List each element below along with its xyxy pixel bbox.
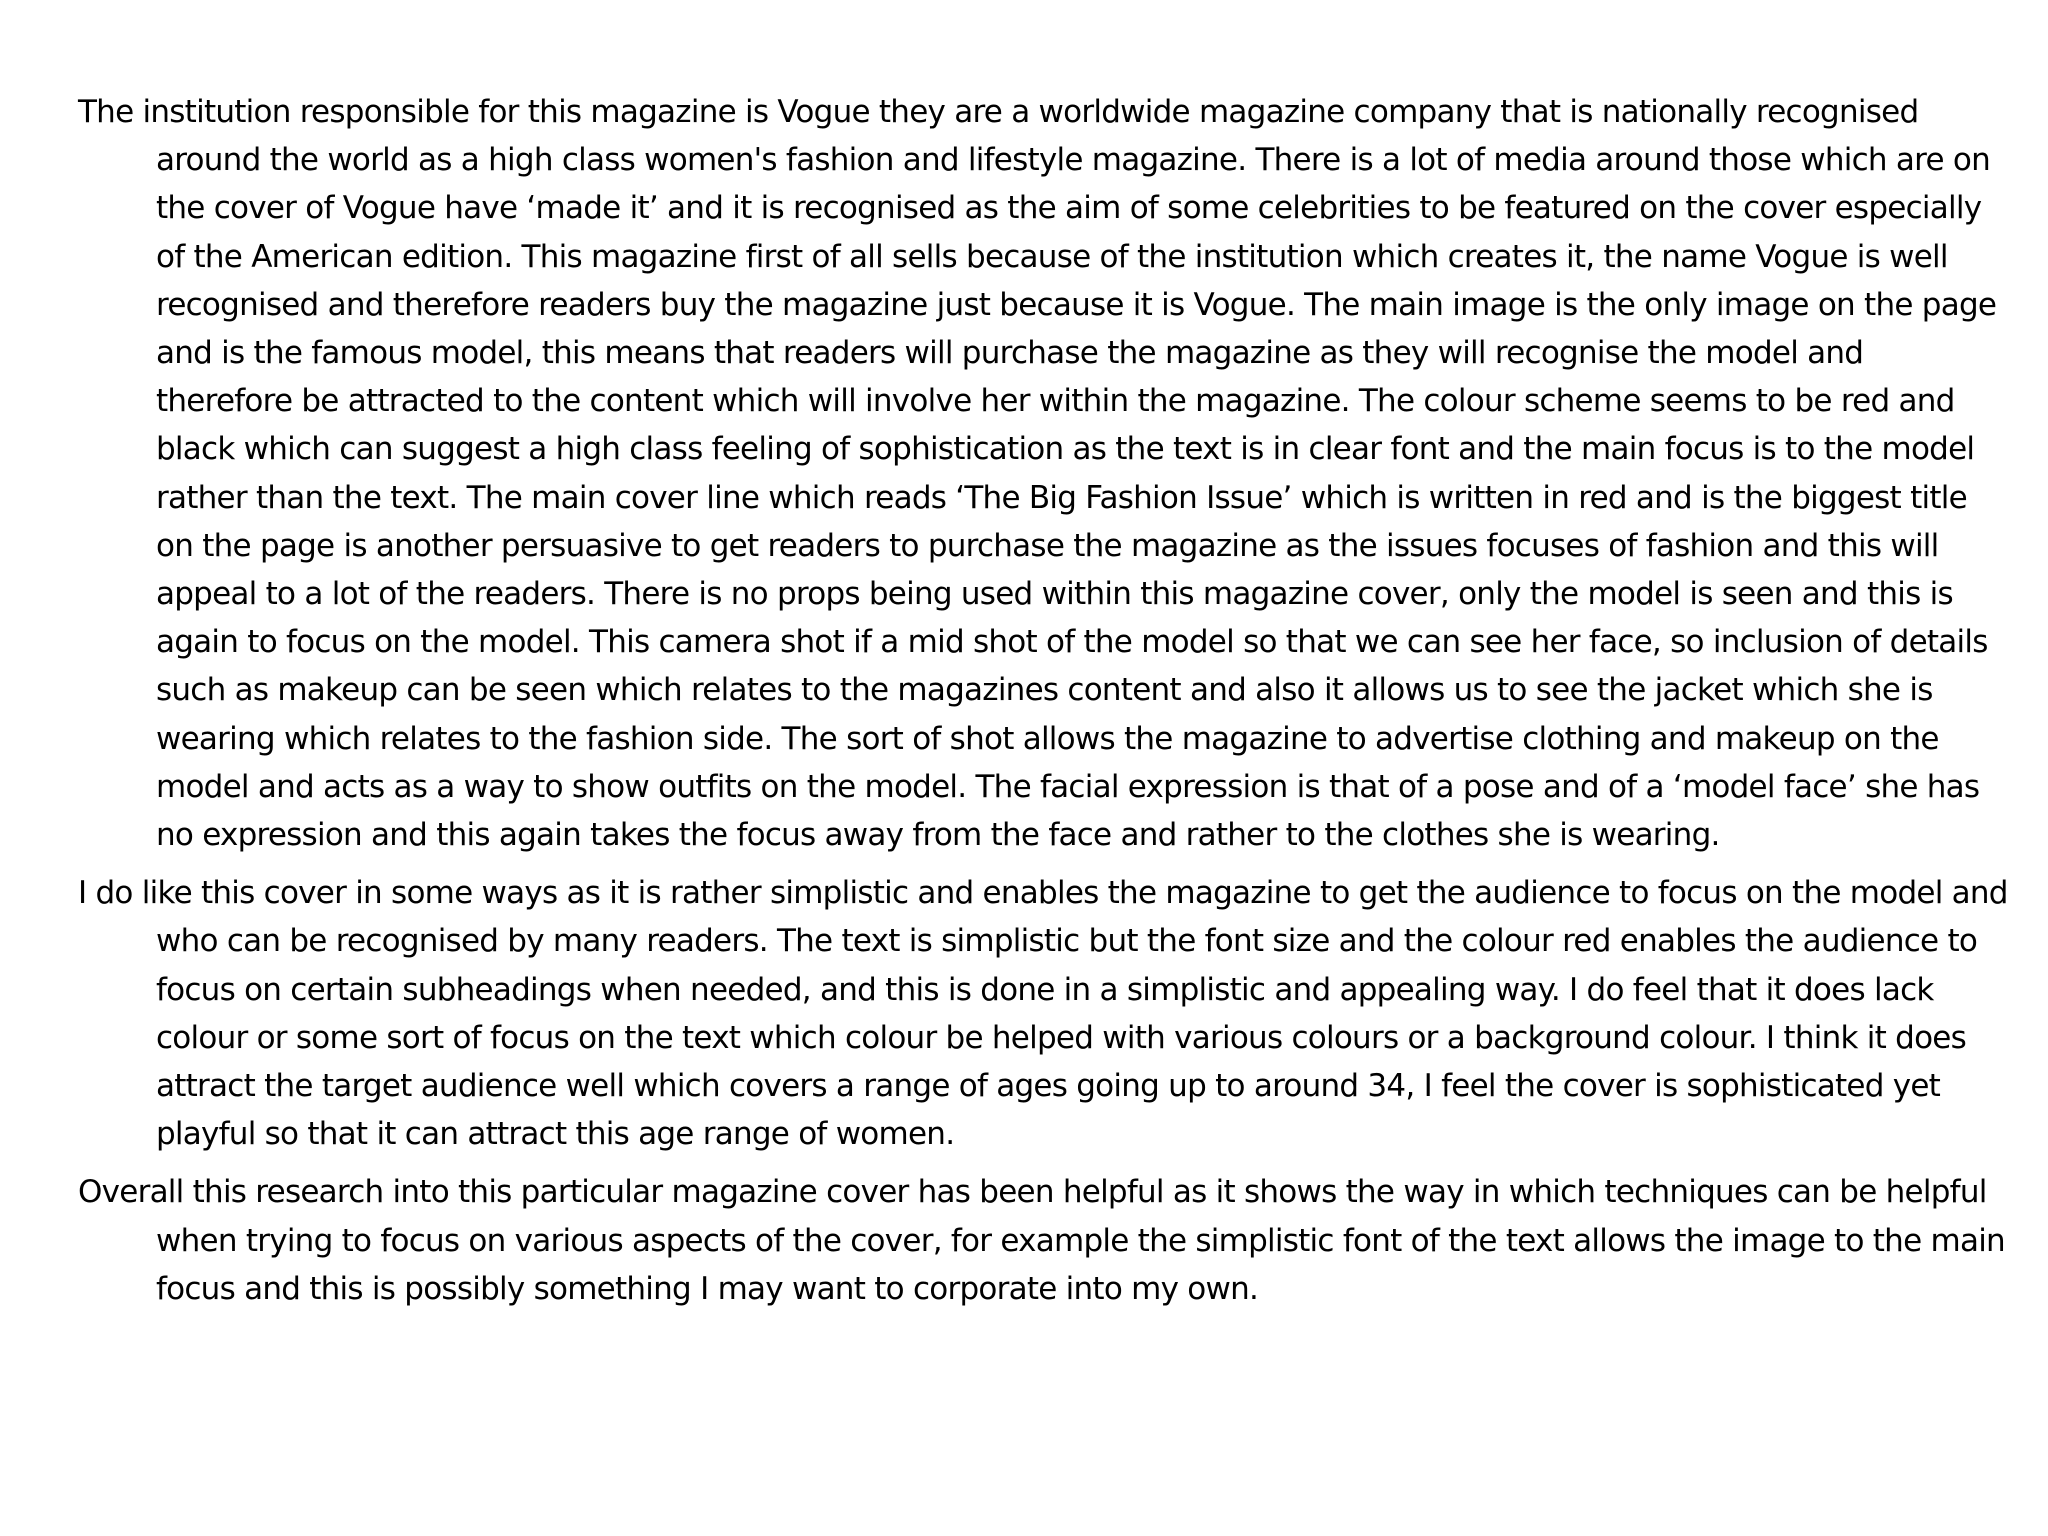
paragraph-institution: The institution responsible for this magazine is Vogue they are a worldwide magazine company that is nationally recognised around the world as a high class women's fashion and lifestyle magazine. There is a lot of media around those which are on the cover of Vogue have ‘made it’ and it is recognised as the aim of some celebrities to be featured on the cover especially of the American edition. This magazine first of all sells because of the institution which creates it, the name Vogue is well recognised and therefore readers buy the magazine just because it is Vogue. The main image is the only image on the page and is the famous model, this means that readers will purchase the magazine as they will recognise the model and therefore be attracted to the content which will involve her within the magazine. The colour scheme seems to be red and black which can suggest a high class feeling of sophistication as the text is in clear font and the main focus is to the model rather than the text. The main cover line which reads ‘The Big Fashion Issue’ which is written in red and is the biggest title on the page is another persuasive to get readers to purchase the magazine as the issues focuses of fashion and this will appeal to a lot of the readers. There is no props being used within this magazine cover, only the model is seen and this is again to focus on the model. This camera shot if a mid shot of the model so that we can see her face, so inclusion of details such as makeup can be seen which relates to the magazines content and also it allows us to see the jacket which she is wearing which relates to the fashion side. The sort of shot allows the magazine to advertise clothing and makeup on the model and acts as a way to show outfits on the model. The facial expression is that of a pose and of a ‘model face’ she has no expression and this again takes the focus away from the face and rather to the clothes she is wearing. [78, 94, 1997, 854]
paragraph-conclusion: Overall this research into this particular magazine cover has been helpful as it shows the way in which techniques can be helpful when trying to focus on various aspects of the cover, for example the simplistic font of the text allows the image to the main focus and this is possibly something I may want to corporate into my own. [78, 1174, 2005, 1307]
paragraph-opinion: I do like this cover in some ways as it is rather simplistic and enables the magazine to get the audience to focus on the model and who can be recognised by many readers. The text is simplistic but the font size and the colour red enables the audience to focus on certain subheadings when needed, and this is done in a simplistic and appealing way. I do feel that it does lack colour or some sort of focus on the text which colour be helped with various colours or a background colour. I think it does attract the target audience well which covers a range of ages going up to around 34, I feel the cover is sophisticated yet playful so that it can attract this age range of women. [78, 875, 2008, 1153]
text-body [78, 88, 2008, 1323]
